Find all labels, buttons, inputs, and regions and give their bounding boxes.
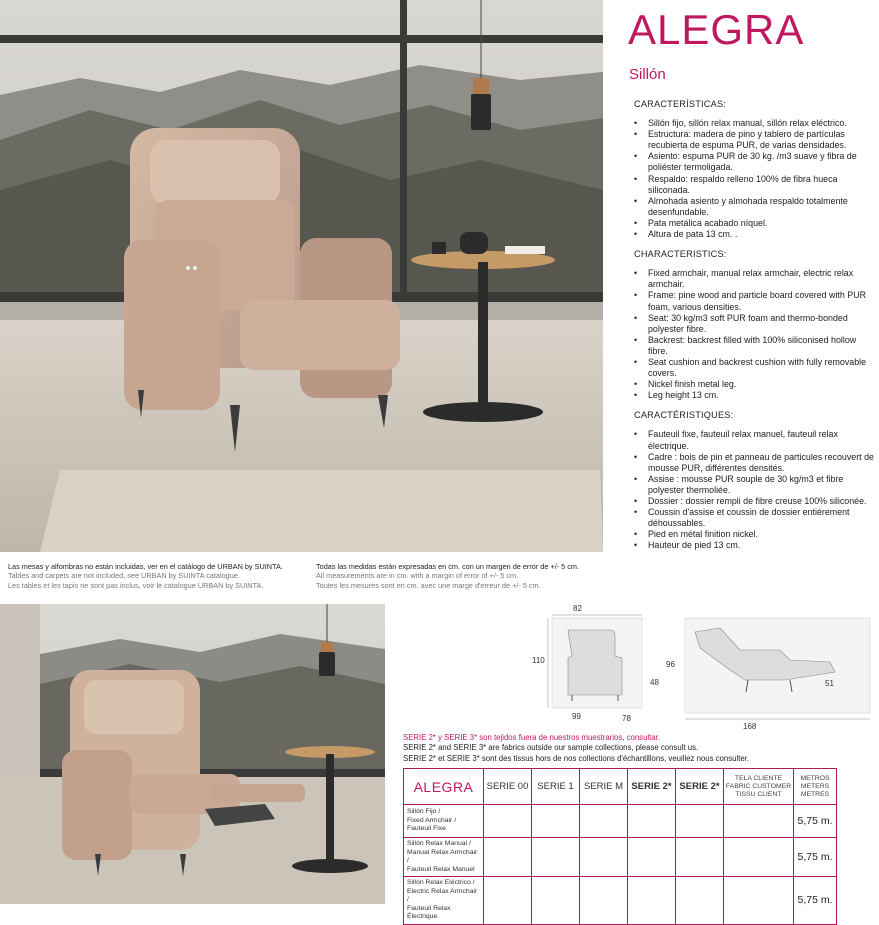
fabric-header-line: TISSU CLIENT <box>735 790 782 798</box>
row-label-line: Fixed Armchair / <box>407 816 457 824</box>
spec-item: • Pata metálica acabado níquel. <box>634 218 874 229</box>
table-row <box>404 805 837 838</box>
row-label-line: Manual Relax Armchair / <box>407 848 478 864</box>
spec-list <box>634 429 874 551</box>
table-header-row <box>404 769 837 805</box>
spec-heading: CARACTERÍSTICAS: <box>634 99 727 109</box>
serie-note-line: SERIE 2* and SERIE 3* are fabrics outside our sample collections, please consult us. <box>403 743 699 753</box>
product-title: ALEGRA <box>628 6 805 53</box>
row-label-line: Electric Relax Armchair / <box>407 887 478 903</box>
spec-item: • Respaldo: respaldo relleno 100% de fibra hueca siliconada. <box>634 174 874 196</box>
spec-item: • Asiento: espuma PUR de 30 kg. /m3 suave y fibra de poliéster termoligada. <box>634 151 874 173</box>
dim-depth: 99 <box>572 712 581 721</box>
note-line: Les tables et les tapis ne sont pas inclus, voir le catalogue URBAN by SUINTA. <box>8 580 264 590</box>
table-cell <box>628 805 676 838</box>
table-cell <box>724 838 794 877</box>
table-row <box>404 838 837 877</box>
spec-item: • Assise : mousse PUR souple de 30 kg/m3 et fibre polyester thermoliée. <box>634 474 874 496</box>
spec-item: • Estructura: madera de pino y tablero de partículas recubierta de espuma PUR, de varias densidades. <box>634 129 874 151</box>
serie-note-line: SERIE 2* et SERIE 3* sont des tissus hors de nos collections d'échantillons, veuillez nous consulter. <box>403 753 750 763</box>
serie-note <box>403 733 749 764</box>
meters-header-line: METROS <box>800 774 830 782</box>
table-cell <box>580 838 628 877</box>
product-subtitle: Sillón <box>629 66 666 83</box>
table-cell <box>628 838 676 877</box>
spec-item: • Nickel finish metal leg. <box>634 379 874 390</box>
dim-width: 82 <box>573 604 582 613</box>
spec-item: • Almohada asiento y almohada respaldo totalmente desenfundable. <box>634 196 874 218</box>
spec-item: • Hauteur de pied 13 cm. <box>634 540 874 551</box>
table-cell <box>484 838 532 877</box>
dim-reclined-height: 96 <box>666 660 675 669</box>
table-brand: ALEGRA <box>404 769 484 805</box>
table-cell <box>532 838 580 877</box>
note-line: Las mesas y alfombras no están incluidas, ver en el catálogo de URBAN by SUINTA. <box>8 562 283 571</box>
product-photo-main <box>0 0 603 552</box>
spec-heading: CARACTÉRISTIQUES: <box>634 410 734 421</box>
dim-seat-height: 48 <box>650 678 659 687</box>
spec-item: • Dossier : dossier rempli de fibre creuse 100% siliconée. <box>634 496 874 507</box>
spec-list <box>634 118 874 240</box>
spec-list <box>634 268 874 401</box>
table-cell <box>532 805 580 838</box>
product-photo-reclined <box>0 604 385 904</box>
row-label-line: Sillón Fijo / <box>407 808 441 816</box>
spec-item: • Frame: pine wood and particle board covered with PUR foam, various densities. <box>634 290 874 312</box>
dim-height: 110 <box>532 656 545 665</box>
row-meters: 5,75 m. <box>794 805 837 838</box>
table-series-header: SERIE 2* <box>628 769 676 805</box>
meters-header-line: METRES <box>800 790 830 798</box>
fabric-table <box>403 768 837 925</box>
row-label <box>404 838 484 877</box>
note-line: All measurements are in cm. with a margin of error of +/- 5 cm. <box>316 571 519 581</box>
spec-item: • Fauteuil fixe, fauteuil relax manuel, fauteuil relax électrique. <box>634 429 874 451</box>
spec-item: • Seat cushion and backrest cushion with fully removable covers. <box>634 357 874 379</box>
spec-heading: CHARACTERISTICS: <box>634 249 727 260</box>
table-cell <box>532 877 580 925</box>
table-series-header: SERIE 2* <box>676 769 724 805</box>
dim-reclined-length: 168 <box>743 722 757 731</box>
dim-side: 78 <box>622 714 631 723</box>
table-cell <box>484 877 532 925</box>
note-line: Toutes les mesures sont en cm. avec une marge d'erreur de +/- 5 cm. <box>316 580 541 590</box>
row-label-line: Fauteuil Relax Manuel <box>407 865 475 873</box>
table-cell <box>676 877 724 925</box>
table-cell <box>628 877 676 925</box>
table-cell <box>676 805 724 838</box>
table-cell <box>676 838 724 877</box>
spec-item: • Backrest: backrest filled with 100% siliconised hollow fibre. <box>634 335 874 357</box>
note-line: Tables and carpets are not included, see URBAN by SUINTA catalogue. <box>8 571 240 581</box>
row-label-line: Sillón Relax Manual / <box>407 840 471 847</box>
spec-item: • Pied en métal finition nickel. <box>634 529 874 540</box>
table-cell <box>484 805 532 838</box>
table-series-header: SERIE 00 <box>484 769 532 805</box>
spec-item: • Altura de pata 13 cm. . <box>634 229 874 240</box>
fabric-header-line: FABRIC CUSTOMER <box>725 782 792 790</box>
spec-item: • Fixed armchair, manual relax armchair, electric relax armchair. <box>634 268 874 290</box>
table-cell <box>580 877 628 925</box>
table-cell <box>580 805 628 838</box>
row-meters: 5,75 m. <box>794 877 837 925</box>
row-label <box>404 805 484 838</box>
row-meters: 5,75 m. <box>794 838 837 877</box>
table-series-header: SERIE 1 <box>532 769 580 805</box>
specifications <box>634 99 874 560</box>
fabric-header-line: TELA CLIENTE <box>734 774 783 782</box>
dimension-drawing <box>530 600 875 735</box>
notes-measurements <box>316 562 616 590</box>
spec-item: • Coussin d'assise et coussin de dossier entièrement déhoussables. <box>634 507 874 529</box>
table-series-header: SERIE M <box>580 769 628 805</box>
technical-drawings <box>530 600 875 735</box>
spec-item: • Sillón fijo, sillón relax manual, sillón relax eléctrico. <box>634 118 874 129</box>
table-meters-header <box>794 769 837 805</box>
spec-item: • Cadre : bois de pin et panneau de particules recouvert de mousse PUR, différentes densités. <box>634 452 874 474</box>
notes-tables-carpets <box>8 562 313 590</box>
table-cell <box>724 877 794 925</box>
row-label-line: Fauteuil Fixe <box>407 825 446 833</box>
dim-reclined-seat: 51 <box>825 679 834 688</box>
serie-note-line: SERIE 2* y SERIE 3* son tejidos fuera de nuestros muestrarios, consultar. <box>403 733 660 742</box>
row-label-line: Sillón Relax Eléctrico / <box>407 879 475 886</box>
table-fabric-header <box>724 769 794 805</box>
table-row <box>404 877 837 925</box>
meters-header-line: METERS <box>800 782 830 790</box>
spec-item: • Seat: 30 kg/m3 soft PUR foam and thermo-bonded polyester fibre. <box>634 313 874 335</box>
table-cell <box>724 805 794 838</box>
row-label-line: Fauteuil Relax Électrique <box>407 904 451 920</box>
spec-item: • Leg height 13 cm. <box>634 390 874 401</box>
row-label <box>404 877 484 925</box>
note-line: Todas las medidas están expresadas en cm. con un margen de error de +/- 5 cm. <box>316 562 580 571</box>
